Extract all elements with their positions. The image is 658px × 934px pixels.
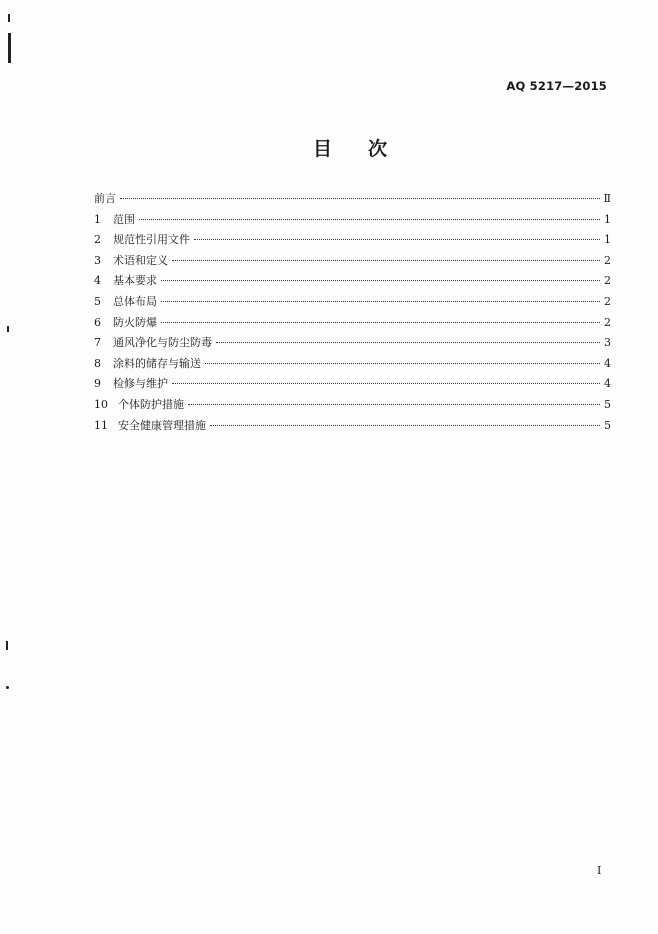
toc-entry-page: 5 <box>604 397 611 411</box>
toc-entry-number: 2 <box>94 233 101 247</box>
toc-title <box>0 134 658 161</box>
scan-edge-mark <box>7 326 9 332</box>
toc-leader-dots <box>216 342 600 343</box>
toc-leader-dots <box>139 219 600 220</box>
toc-leader-dots <box>161 322 600 323</box>
toc-entry-label: 术语和定义 <box>113 253 168 267</box>
toc-entry[interactable] <box>94 355 611 376</box>
toc-entry-number: 10 <box>94 397 108 411</box>
toc-entry-number: 8 <box>94 356 101 370</box>
toc-entry-page: 5 <box>604 418 611 432</box>
toc-entry-page: 4 <box>604 377 611 391</box>
toc-entry[interactable] <box>94 375 611 396</box>
toc-leader-dots <box>188 404 600 405</box>
toc-entry[interactable] <box>94 190 611 211</box>
scan-edge-mark <box>6 641 8 650</box>
toc-entry-label: 前言 <box>94 192 116 205</box>
toc-entry-number: 3 <box>94 253 101 267</box>
toc-entry-page: 1 <box>604 212 611 226</box>
toc-entry-label: 规范性引用文件 <box>113 233 190 247</box>
toc-entry-label: 防火防爆 <box>113 315 157 329</box>
toc-leader-dots <box>194 239 600 240</box>
scan-edge-mark <box>6 686 9 689</box>
page-number: I <box>597 864 602 877</box>
toc-entry-page: Ⅱ <box>603 192 611 205</box>
toc-entry[interactable] <box>94 417 611 438</box>
toc-entry-page: 2 <box>604 253 611 267</box>
toc-entry[interactable] <box>94 211 611 232</box>
toc-entry-label: 个体防护措施 <box>118 397 184 411</box>
toc-entry[interactable] <box>94 334 611 355</box>
toc-entry-number: 7 <box>94 336 101 350</box>
scan-edge-mark <box>8 14 10 22</box>
toc-leader-dots <box>172 260 600 261</box>
toc-entry[interactable] <box>94 272 611 293</box>
toc-entry[interactable] <box>94 231 611 252</box>
toc-entry-page: 3 <box>604 336 611 350</box>
table-of-contents <box>94 190 611 437</box>
toc-entry-label: 检修与维护 <box>113 377 168 391</box>
toc-leader-dots <box>161 301 600 302</box>
toc-entry-number: 11 <box>94 418 108 432</box>
toc-entry-page: 2 <box>604 294 611 308</box>
toc-leader-dots <box>120 198 600 199</box>
toc-entry-label: 通风净化与防尘防毒 <box>113 336 212 350</box>
toc-entry-label: 范围 <box>113 212 135 226</box>
toc-leader-dots <box>161 280 600 281</box>
toc-entry-number: 4 <box>94 274 101 288</box>
toc-entry[interactable] <box>94 293 611 314</box>
toc-entry-number: 1 <box>94 212 101 226</box>
toc-entry-label: 基本要求 <box>113 274 157 288</box>
toc-title-char: 目 <box>312 138 332 160</box>
toc-entry-label: 总体布局 <box>113 294 157 308</box>
toc-entry[interactable] <box>94 314 611 335</box>
toc-entry-number: 5 <box>94 294 101 308</box>
toc-entry-label: 安全健康管理措施 <box>118 418 206 432</box>
toc-title-char: 次 <box>368 138 388 160</box>
toc-leader-dots <box>172 383 600 384</box>
toc-entry-page: 1 <box>604 233 611 247</box>
toc-entry-number: 6 <box>94 315 101 329</box>
toc-entry[interactable] <box>94 396 611 417</box>
toc-entry-page: 4 <box>604 356 611 370</box>
toc-entry-page: 2 <box>604 315 611 329</box>
toc-entry-number: 9 <box>94 377 101 391</box>
toc-entry[interactable] <box>94 252 611 273</box>
toc-entry-page: 2 <box>604 274 611 288</box>
toc-entry-label: 涂料的储存与输送 <box>113 356 201 370</box>
scan-edge-mark <box>8 33 11 63</box>
toc-leader-dots <box>205 363 600 364</box>
toc-leader-dots <box>210 425 600 426</box>
standard-code: AQ 5217—2015 <box>506 79 607 93</box>
